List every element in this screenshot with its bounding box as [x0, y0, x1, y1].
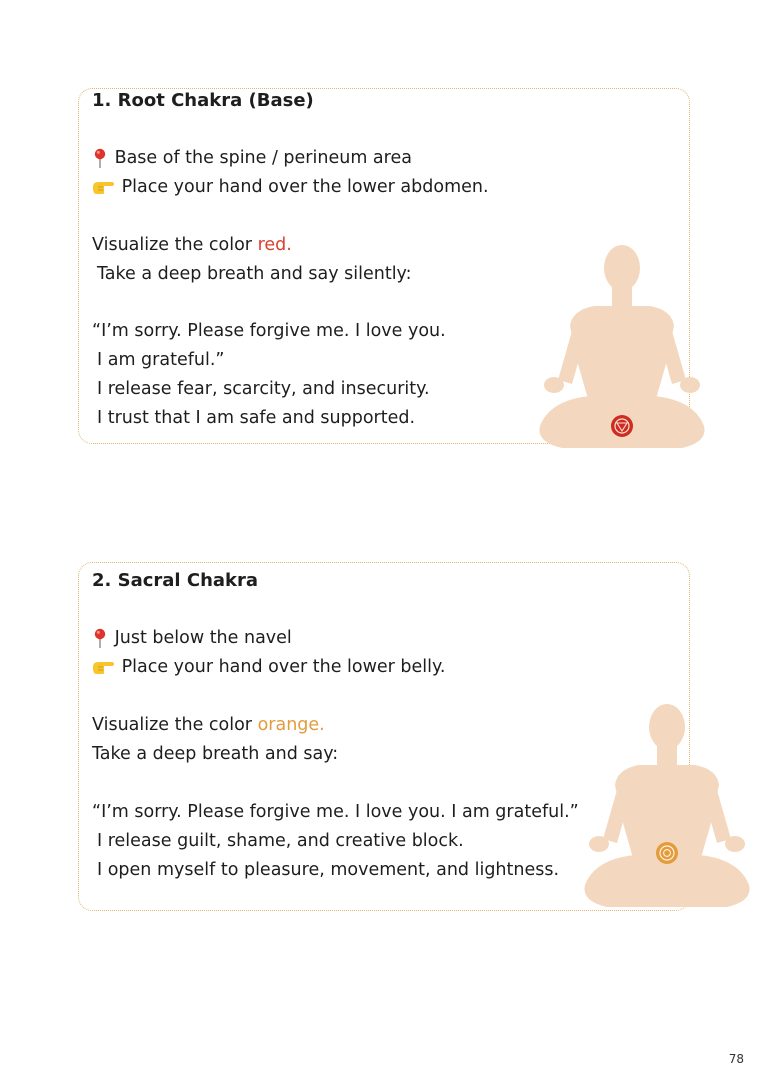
color-prefix: Visualize the color: [92, 715, 258, 735]
color-word: orange.: [257, 715, 325, 735]
hand-line: [92, 176, 489, 198]
location-text: Base of the spine / perineum area: [114, 148, 412, 168]
release-line: I release guilt, shame, and creative block.: [97, 831, 464, 851]
location-line: [92, 627, 292, 649]
mantra-line-1: “I’m sorry. Please forgive me. I love you. I am grateful.”: [92, 802, 579, 822]
round-pushpin-icon: [92, 147, 109, 169]
affirm-line: I open myself to pleasure, movement, and lightness.: [97, 860, 560, 880]
mantra-line-1: “I’m sorry. Please forgive me. I love you.: [92, 321, 446, 341]
color-word: red.: [257, 235, 292, 255]
page-number: 78: [728, 1052, 744, 1066]
backhand-index-pointing-right-icon: [92, 176, 116, 198]
breath-line: Take a deep breath and say silently:: [97, 264, 412, 284]
meditating-figure-icon: [532, 244, 712, 458]
hand-text: Place your hand over the lower abdomen.: [121, 177, 489, 197]
sacral-chakra-symbol-icon: [656, 842, 678, 864]
root-chakra-symbol-icon: [611, 415, 633, 437]
release-line: I release fear, scarcity, and insecurity.: [97, 379, 430, 399]
mantra-line-2: I am grateful.”: [97, 350, 225, 370]
hand-text: Place your hand over the lower belly.: [121, 657, 446, 677]
color-prefix: Visualize the color: [92, 235, 258, 255]
backhand-index-pointing-right-icon: [92, 656, 116, 678]
round-pushpin-icon: [92, 627, 109, 649]
card-title: 2. Sacral Chakra: [92, 570, 259, 591]
location-line: [92, 147, 412, 169]
location-text: Just below the navel: [114, 628, 292, 648]
card-title: 1. Root Chakra (Base): [92, 90, 314, 111]
hand-line: [92, 656, 445, 678]
breath-line: Take a deep breath and say:: [92, 744, 339, 764]
color-line: [92, 234, 292, 256]
color-line: [92, 714, 325, 736]
affirm-line: I trust that I am safe and supported.: [97, 408, 416, 428]
meditating-figure-icon: [576, 703, 758, 917]
